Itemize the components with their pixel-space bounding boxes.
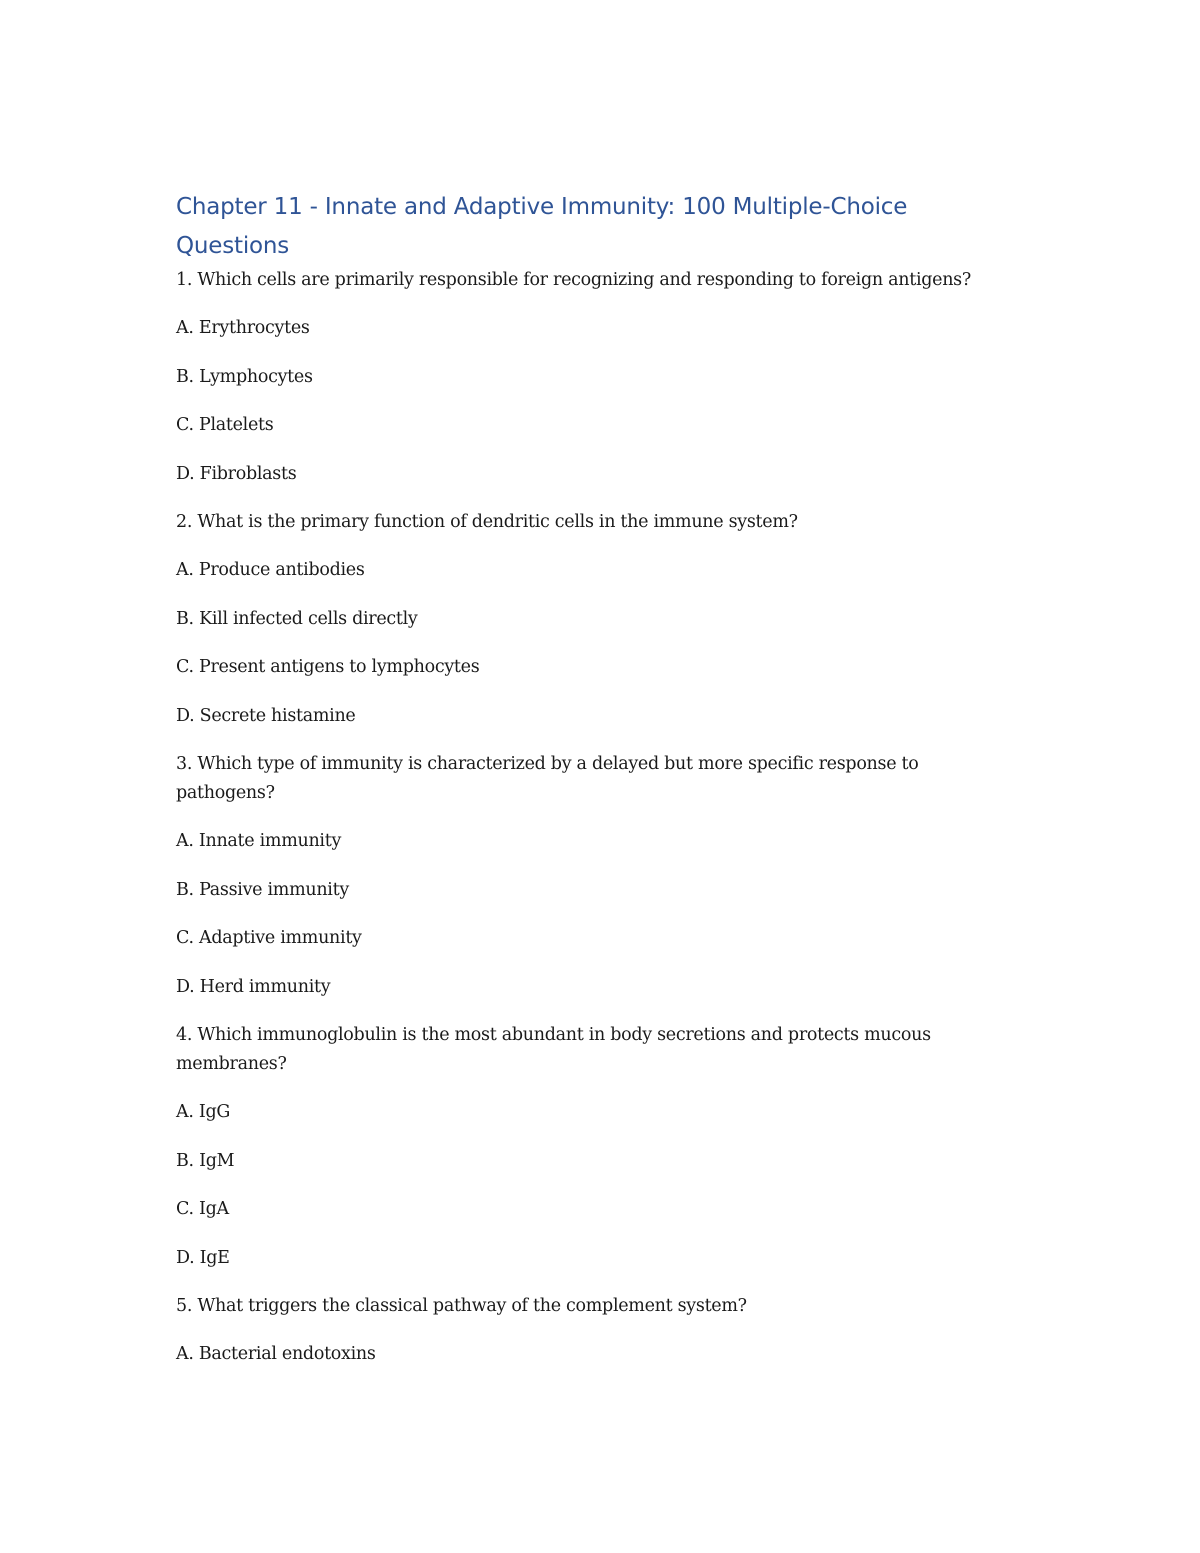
question-block: [176, 750, 1006, 1002]
answer-option: A. Bacterial endotoxins: [176, 1344, 376, 1364]
answer-option: D. Herd immunity: [176, 976, 331, 997]
question-block: [176, 1292, 1006, 1369]
chapter-title: Chapter 11 - Innate and Adaptive Immunity: 100 Multiple-Choice Questions: [176, 194, 908, 259]
answer-option: A. Innate immunity: [176, 831, 342, 851]
answer-option: A. IgG: [176, 1102, 231, 1122]
answer-option: C. Present antigens to lymphocytes: [176, 657, 480, 677]
question-block: [176, 508, 1006, 731]
question-text: 2. What is the primary function of dendritic cells in the immune system?: [176, 512, 798, 532]
answer-option: B. Passive immunity: [176, 879, 349, 900]
answer-option: A. Erythrocytes: [176, 318, 310, 338]
question-block: [176, 1021, 1006, 1273]
answer-option: B. Kill infected cells directly: [176, 608, 418, 629]
question-block: [176, 266, 1006, 489]
answer-option: D. IgE: [176, 1247, 230, 1268]
answer-option: D. Fibroblasts: [176, 463, 297, 484]
answer-option: C. Adaptive immunity: [176, 928, 362, 948]
answer-option: C. IgA: [176, 1199, 229, 1219]
question-text: 1. Which cells are primarily responsible for recognizing and responding to foreign antigens?: [176, 270, 971, 290]
answer-option: A. Produce antibodies: [176, 560, 365, 580]
question-text: 3. Which type of immunity is characterized by a delayed but more specific response to pathogens?: [176, 754, 919, 803]
answer-option: B. IgM: [176, 1150, 235, 1171]
answer-option: C. Platelets: [176, 415, 274, 435]
question-text: 4. Which immunoglobulin is the most abundant in body secretions and protects mucous membranes?: [176, 1025, 931, 1074]
document-body: [176, 188, 1006, 1389]
answer-option: B. Lymphocytes: [176, 366, 313, 387]
answer-option: D. Secrete histamine: [176, 705, 356, 726]
question-text: 5. What triggers the classical pathway of the complement system?: [176, 1296, 747, 1316]
